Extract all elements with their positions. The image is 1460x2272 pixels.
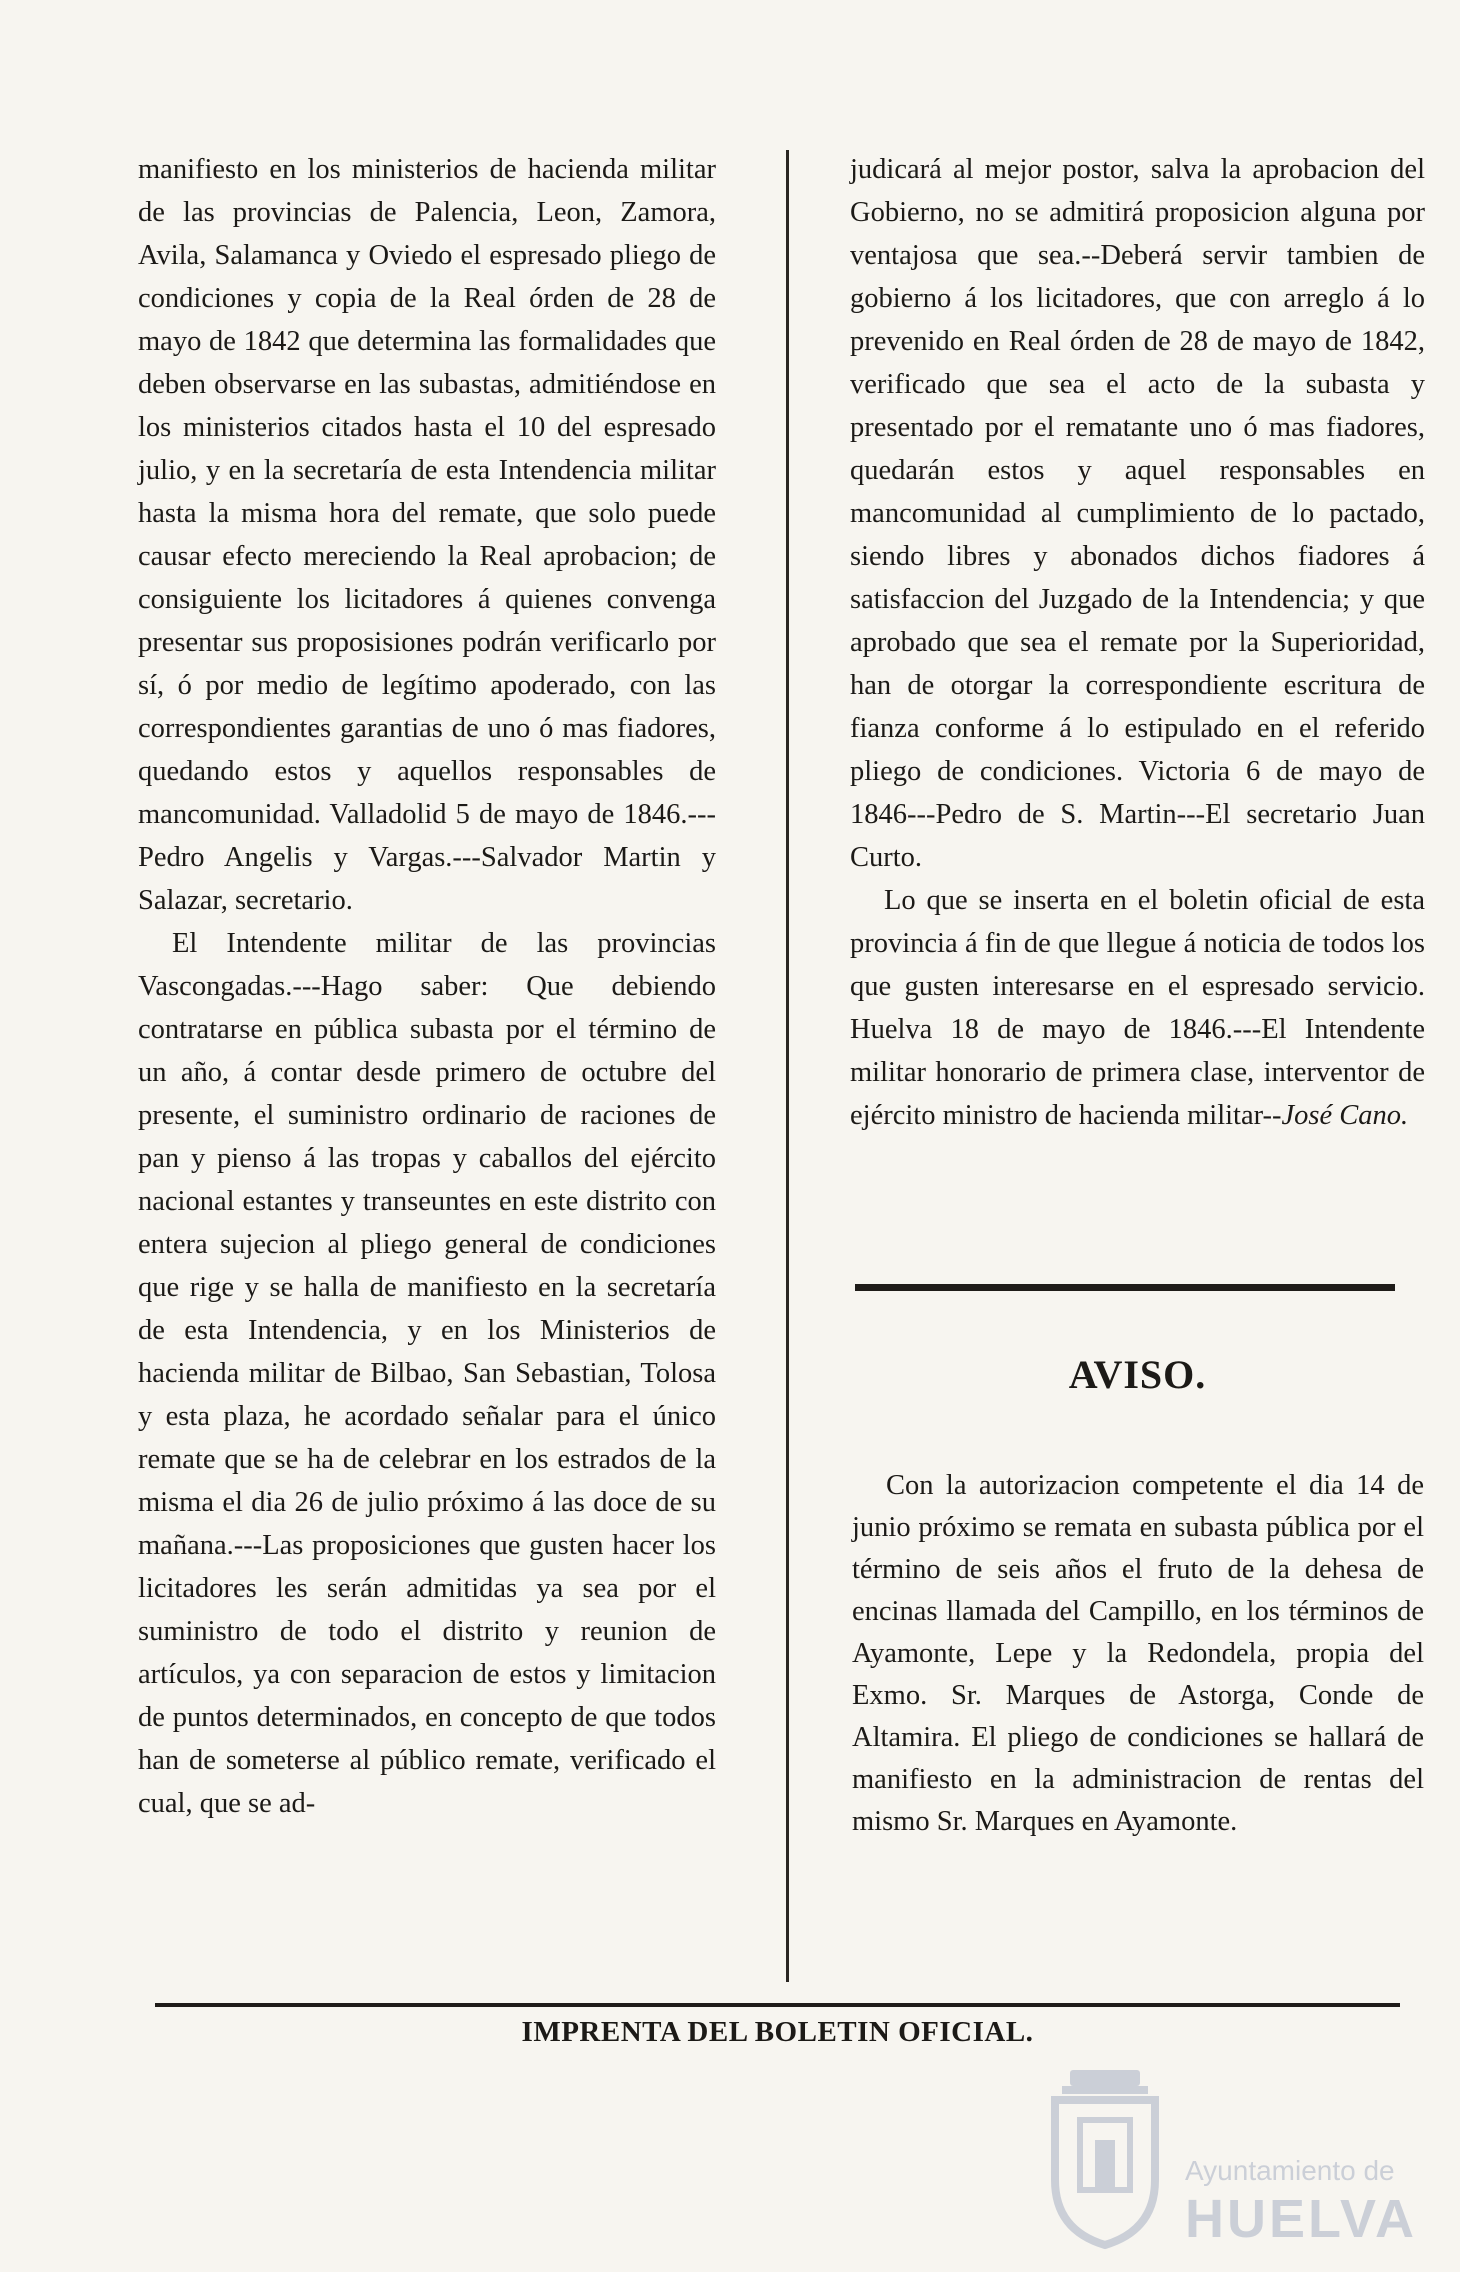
- watermark: [1040, 2060, 1440, 2260]
- crest-icon: [1040, 2060, 1170, 2250]
- right-column: [850, 148, 1425, 1137]
- watermark-line2: HUELVA: [1185, 2189, 1417, 2249]
- left-paragraph-2: El Intendente militar de las provincias Vascongadas.---Hago saber: Que debiendo contratarse en pública subasta por el término de un año, á contar desde primero de octubre del presente, el suministro ordinario de raciones de pan y pienso á las tropas y caballos del ejército nacional estantes y transeuntes en este distrito con entera sujecion al pliego general de condiciones que rige y se halla de manifiesto en la secretaría de esta Intendencia, y en los Ministerios de hacienda militar de Bilbao, San Sebastian, Tolosa y esta plaza, he acordado señalar para el único remate que se ha de celebrar en los estrados de la misma el dia 26 de julio próximo á las doce de su mañana.---Las proposiciones que gusten hacer los licitadores les serán admitidas ya sea por el suministro de todo el distrito y reunion de artículos, ya con separacion de estos y limitacion de puntos determinados, en concepto de que todos han de someterse al público remate, verificado el cual, que se ad-: [138, 928, 716, 1819]
- left-column: [138, 148, 716, 1825]
- notice-body: [852, 1465, 1424, 1843]
- left-paragraph-1: manifiesto en los ministerios de hacienda militar de las provincias de Palencia, Leon, Zamora, Avila, Salamanca y Oviedo el espresado pliego de condiciones y copia de la Real órden de 28 de mayo de 1842 que determina las formalidades que deben observarse en las subastas, admitiéndose en los ministerios citados hasta el 10 del espresado julio, y en la secretaría de esta Intendencia militar hasta la misma hora del remate, que solo puede causar efecto mereciendo la Real aprobacion; de consiguiente los licitadores á quienes convenga presentar sus proposisiones podrán verificarlo por sí, ó por medio de legítimo apoderado, con las correspondientes garantias de uno ó mas fiadores, quedando estos y aquellos responsables de mancomunidad. Valladolid 5 de mayo de 1846.---Pedro Angelis y Vargas.---Salvador Martin y Salazar, secretario.: [138, 154, 716, 916]
- notice-paragraph: Con la autorizacion competente el dia 14 de junio próximo se remata en subasta pública por el término de seis años el fruto de la dehesa de encinas llamada del Campillo, en los términos de Ayamonte, Lepe y la Redondela, propia del Exmo. Sr. Marques de Astorga, Conde de Altamira. El pliego de condiciones se hallará de manifiesto en la administracion de rentas del mismo Sr. Marques en Ayamonte.: [852, 1470, 1424, 1837]
- notice-title: AVISO.: [1068, 1352, 1207, 1397]
- right-paragraph-2-text: Lo que se inserta en el boletin oficial de esta provincia á fin de que llegue á noticia de todos los que gusten interesarse en el espresado servicio. Huelva 18 de mayo de 1846.---El Intendente militar honorario de primera clase, interventor de ejército ministro de hacienda militar--: [850, 885, 1425, 1131]
- footer-rule: [155, 2003, 1400, 2007]
- footer-imprint: IMPRENTA DEL BOLETIN OFICIAL.: [521, 2016, 1034, 2048]
- watermark-line1: Ayuntamiento de: [1185, 2155, 1395, 2186]
- right-paragraph-1: judicará al mejor postor, salva la aprobacion del Gobierno, no se admitirá proposicion alguna por ventajosa que sea.--Deberá servir tambien de gobierno á los licitadores, que con arreglo á lo prevenido en Real órden de 28 de mayo de 1842, verificado que sea el acto de la subasta y presentado por el rematante uno ó mas fiadores, quedarán estos y aquel responsables en mancomunidad al cumplimiento de lo pactado, siendo libres y abonados dichos fiadores á satisfaccion del Juzgado de la Intendencia; y que aprobado que sea el remate por la Superioridad, han de otorgar la correspondiente escritura de fianza conforme á lo estipulado en el referido pliego de condiciones. Victoria 6 de mayo de 1846---Pedro de S. Martin---El secretario Juan Curto.: [850, 154, 1425, 873]
- column-divider: [786, 150, 789, 1982]
- notice-separator-rule: [855, 1284, 1395, 1291]
- right-paragraph-2: [850, 879, 1425, 1137]
- signature-name: José Cano.: [1281, 1100, 1409, 1131]
